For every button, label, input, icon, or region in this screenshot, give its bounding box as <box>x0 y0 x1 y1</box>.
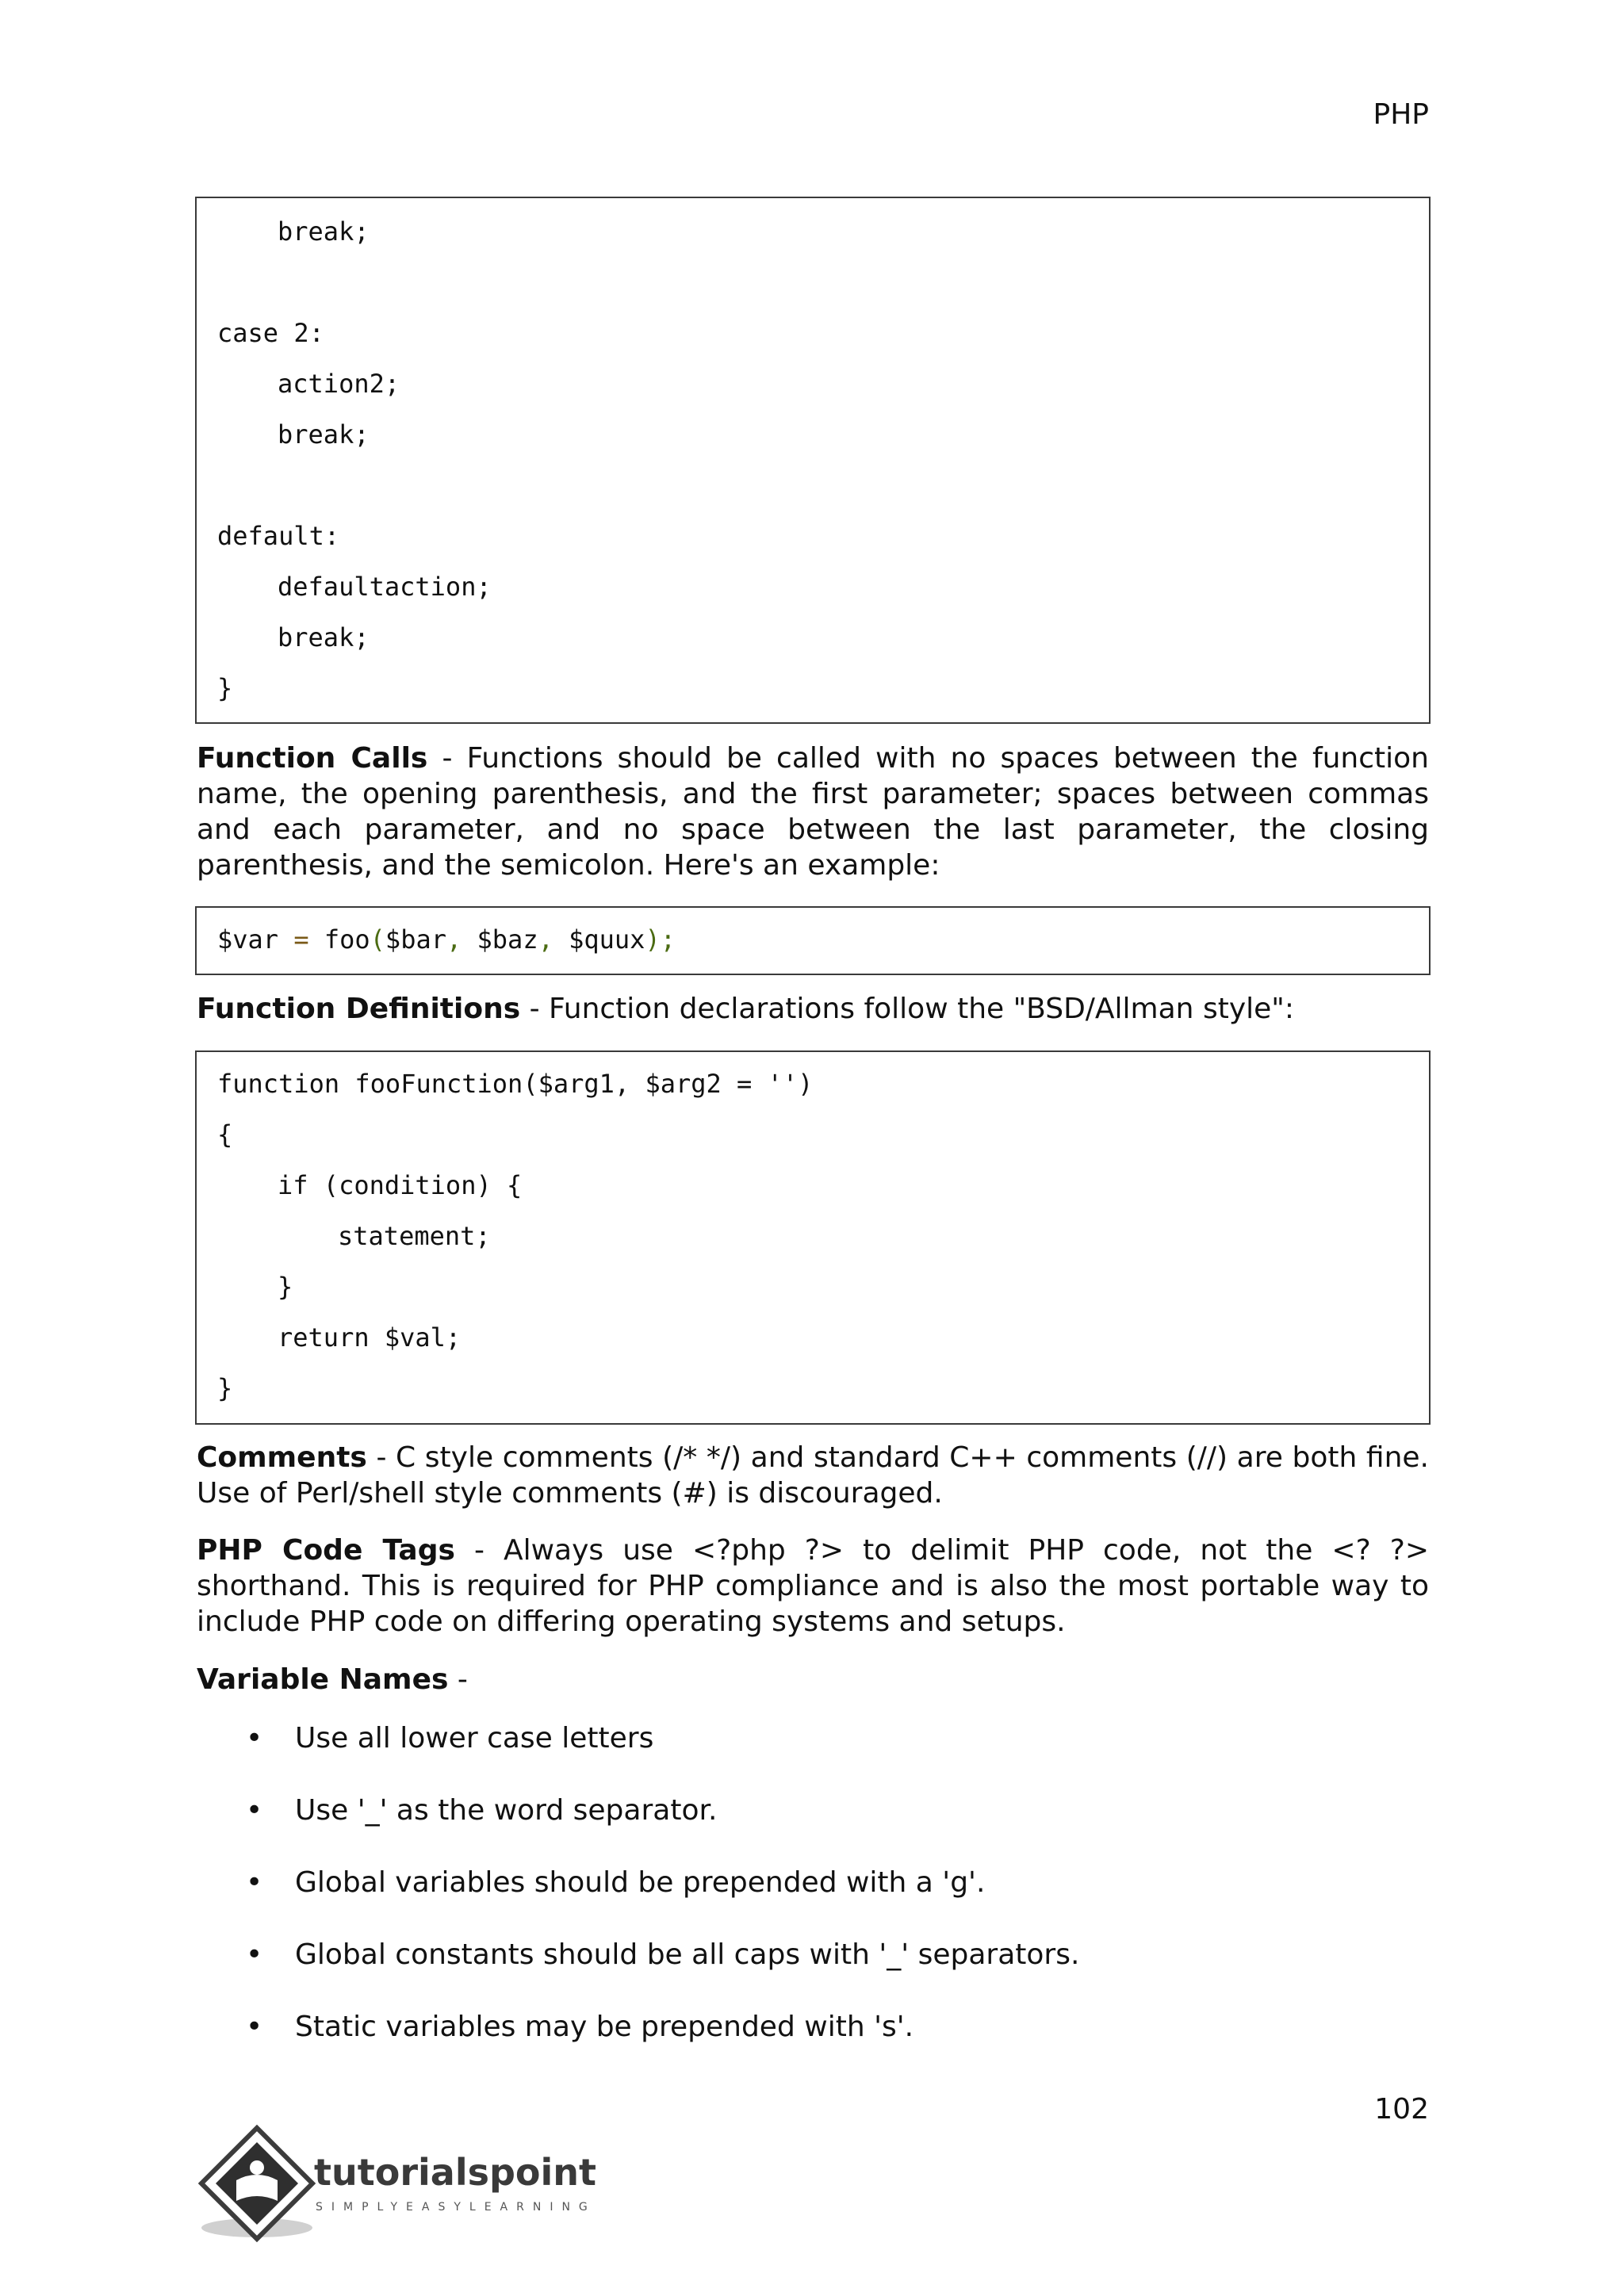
code-line: break; <box>278 419 370 450</box>
code-line: function fooFunction($arg1, $arg2 = '') <box>217 1069 814 1099</box>
code-tags-text: - Always use <?php ?> to delimit PHP code, not the <? ?> shorthand. This is required for PHP compliance and is also the most portable way to include PHP code on differing operating systems and setups. <box>197 1534 1430 1638</box>
comments-heading: Comments <box>197 1441 367 1474</box>
comments-text: - C style comments (/* */) and standard C++ comments (//) are both fine. Use of Perl/shell style comments (#) is discouraged. <box>197 1441 1429 1510</box>
variable-names-heading: Variable Names <box>197 1663 449 1696</box>
code-line: action2; <box>278 369 400 399</box>
code-line: if (condition) { <box>278 1170 523 1200</box>
code-tags-paragraph <box>197 1533 1429 1640</box>
code-token-arg2: $baz <box>477 924 538 955</box>
code-line: break; <box>278 216 370 247</box>
code-token-equals: = <box>293 924 309 955</box>
code-line: } <box>217 1373 233 1403</box>
list-item <box>197 1865 1429 1937</box>
list-item <box>197 1720 1429 1793</box>
list-item <box>197 1793 1429 1865</box>
list-item-text: Use all lower case letters <box>295 1722 654 1755</box>
code-tags-heading: PHP Code Tags <box>197 1534 455 1567</box>
code-token-func: foo <box>324 924 370 955</box>
code-line: case 2: <box>217 318 324 348</box>
code-line: statement; <box>338 1221 491 1251</box>
code-line: { <box>217 1119 233 1150</box>
list-item <box>197 1937 1429 2009</box>
logo-person-icon <box>250 2160 264 2175</box>
logo-tagline: SIMPLYEASYLEARNING <box>316 2201 596 2214</box>
list-item-text: Static variables may be prepended with 's'. <box>295 2011 914 2043</box>
code-token-arg3: $quux <box>569 924 645 955</box>
variable-names-paragraph <box>197 1662 1429 1697</box>
bullet-icon: • <box>246 1866 263 1899</box>
function-definitions-text: - Function declarations follow the "BSD/Allman style": <box>520 993 1294 1025</box>
tutorialspoint-logo <box>195 2125 607 2244</box>
code-line: return $val; <box>278 1322 462 1353</box>
code-line: default: <box>217 521 340 551</box>
code-line: defaultaction; <box>278 572 492 602</box>
code-block-function-call <box>195 906 1431 975</box>
variable-names-suffix: - <box>448 1663 468 1696</box>
function-definitions-heading: Function Definitions <box>197 993 521 1025</box>
code-token-arg1: $bar <box>385 924 446 955</box>
page-number: 102 <box>1374 2093 1429 2126</box>
code-token-var: $var <box>217 924 279 955</box>
list-item-text: Use '_' as the word separator. <box>295 1794 718 1827</box>
function-definitions-paragraph <box>197 991 1429 1027</box>
list-item-text: Global constants should be all caps with '_' separators. <box>295 1938 1080 1971</box>
code-token-close: ); <box>645 924 676 955</box>
bullet-icon: • <box>246 2011 263 2043</box>
code-line: } <box>217 673 233 703</box>
bullet-icon: • <box>246 1938 263 1971</box>
page-header-title: PHP <box>1373 98 1429 131</box>
list-item-text: Global variables should be prepended with a 'g'. <box>295 1866 986 1899</box>
code-block-switch <box>195 197 1431 724</box>
function-calls-paragraph <box>197 740 1429 883</box>
variable-names-list <box>197 1720 1429 2081</box>
list-item <box>197 2009 1429 2081</box>
function-calls-text: - Functions should be called with no spaces between the function name, the opening parenthesis, and the first parameter; spaces between commas and each parameter, and no space between the last parameter, the closing parenthesis, and the semicolon. Here's an example: <box>197 742 1429 882</box>
code-block-function-definition <box>195 1050 1431 1425</box>
code-token-comma: , <box>446 924 462 955</box>
code-line: } <box>278 1272 293 1302</box>
function-calls-heading: Function Calls <box>197 742 428 775</box>
logo-wordmark: tutorialspoint <box>314 2151 597 2194</box>
bullet-icon: • <box>246 1722 263 1755</box>
bullet-icon: • <box>246 1794 263 1827</box>
code-line: break; <box>278 622 370 652</box>
code-token-open-paren: ( <box>370 924 385 955</box>
code-token-comma: , <box>538 924 553 955</box>
comments-paragraph <box>197 1440 1429 1511</box>
code-line-function-call <box>217 924 676 955</box>
